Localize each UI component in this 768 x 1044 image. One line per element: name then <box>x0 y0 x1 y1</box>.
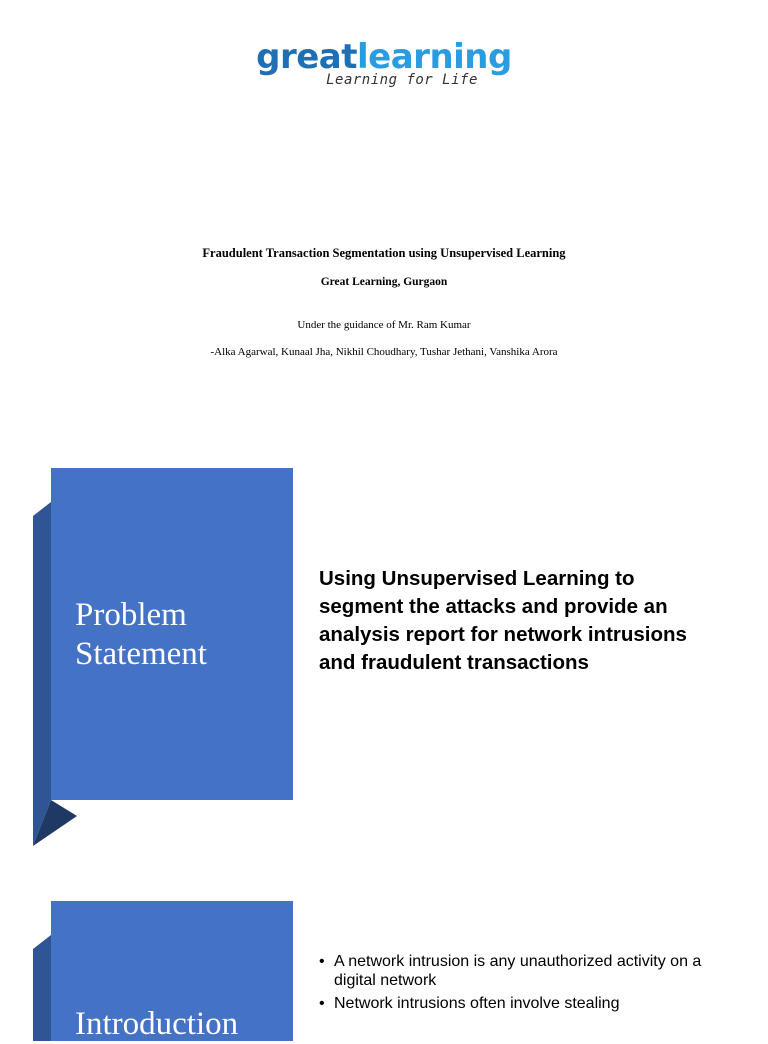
panel-side-face-2 <box>33 935 51 1041</box>
problem-heading <box>75 596 207 674</box>
introduction-bullets <box>318 952 728 1017</box>
bullet-dot-icon: • <box>319 953 325 970</box>
introduction-heading: Introduction <box>75 1006 239 1042</box>
document-organization: Great Learning, Gurgaon <box>320 276 448 288</box>
logo-tagline: Learning for Life <box>326 72 478 88</box>
logo-word-great: great <box>256 37 358 77</box>
bullet-text: A network intrusion is any unauthorized activity on a digital network <box>334 953 702 989</box>
panel-side-face <box>33 502 51 846</box>
document-title: Fraudulent Transaction Segmentation using Unsupervised Learning <box>202 246 566 260</box>
document-authors: -Alka Agarwal, Kunaal Jha, Nikhil Choudhary, Tushar Jethani, Vanshika Arora <box>210 346 558 358</box>
greatlearning-logo <box>0 38 768 88</box>
introduction-panel <box>33 901 293 1041</box>
logo-wordmark <box>0 38 768 76</box>
bullet-dot-icon: • <box>319 995 325 1012</box>
logo-word-learning: learning <box>357 37 512 77</box>
bullet-item <box>318 994 728 1013</box>
problem-heading-line1: Problem <box>75 597 187 633</box>
problem-heading-line2: Statement <box>75 636 207 672</box>
problem-statement-panel <box>33 468 293 846</box>
problem-statement-text: Using Unsupervised Learning to segment the attacks and provide an analysis report for network intrusions and fraudulent transactions <box>319 567 687 674</box>
bullet-item <box>318 952 728 990</box>
bullet-text: Network intrusions often involve stealing <box>334 995 620 1012</box>
document-guidance: Under the guidance of Mr. Ram Kumar <box>297 319 471 331</box>
